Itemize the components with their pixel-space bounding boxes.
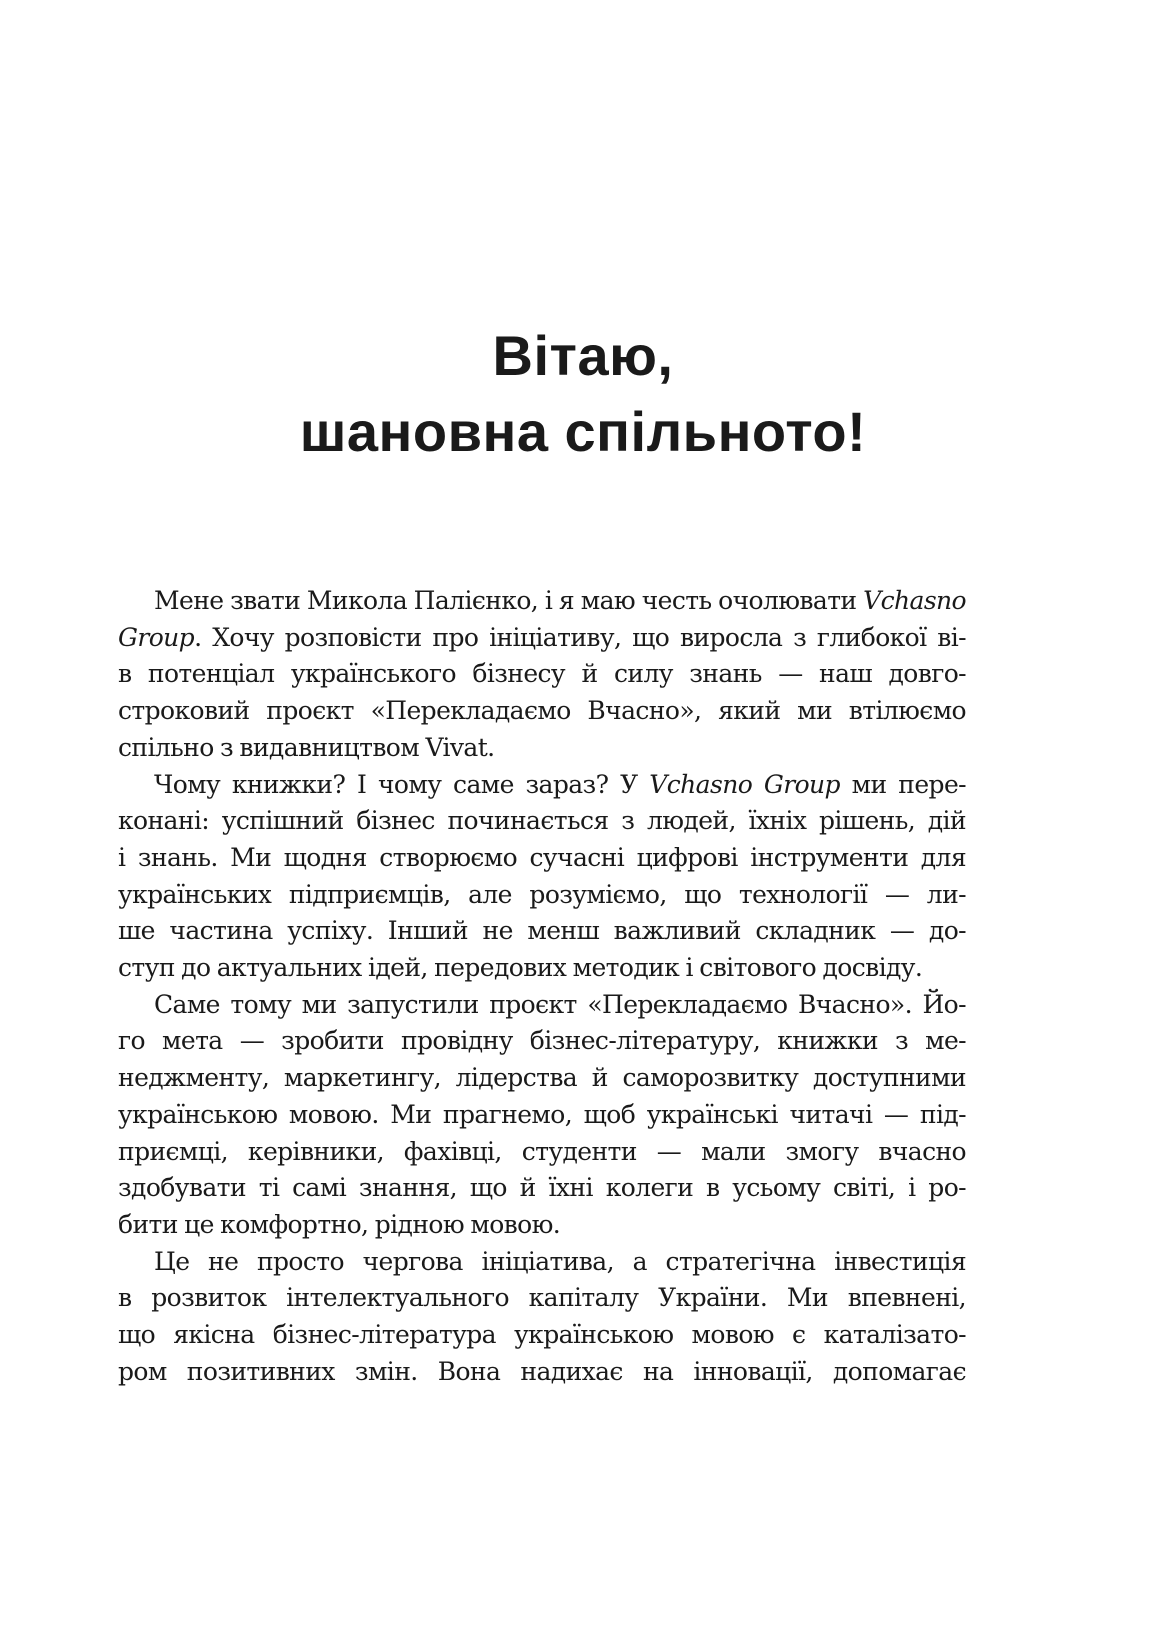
text-line: ше частина успіху. Інший не менш важливий складник — до- [118, 916, 966, 946]
text-line: здобувати ті самі знання, що й їхні колеги в усьому світі, і ро- [118, 1173, 966, 1203]
text-line: що якісна бізнес-література українською мовою є каталізато- [118, 1320, 966, 1350]
text-line: конані: успішний бізнес починається з людей, їхніх рішень, дій [118, 806, 966, 836]
text-line: Group. Хочу розповісти про ініціативу, що виросла з глибокої ві- [118, 622, 966, 652]
text-line: і знань. Ми щодня створюємо сучасні цифрові інструменти для [118, 842, 966, 872]
text-line: неджменту, маркетингу, лідерства й саморозвитку доступними [118, 1063, 966, 1093]
text-line: спільно з видавництвом Vivat. [118, 732, 495, 762]
text-line: Мене звати Микола Палієнко, і я маю честь очолювати Vchasno [154, 586, 966, 615]
paragraph [118, 767, 966, 987]
chapter-heading [0, 318, 1166, 470]
text-line: бити це комфортно, рідною мовою. [118, 1209, 561, 1239]
paragraph [118, 987, 966, 1244]
text-line: Чому книжки? І чому саме зараз? У Vchasno Group ми пере- [154, 769, 966, 799]
text-line: українською мовою. Ми прагнемо, щоб українські читачі — під- [118, 1099, 966, 1129]
heading-line-2: шановна спільното! [299, 400, 867, 463]
paragraph [118, 1244, 966, 1391]
text-line: Саме тому ми запустили проєкт «Перекладаємо Вчасно». Йо- [154, 989, 966, 1019]
text-line: приємці, керівники, фахівці, студенти — мали змогу вчасно [118, 1136, 966, 1166]
text-line: строковий проєкт «Перекладаємо Вчасно», який ми втілюємо [118, 696, 966, 726]
text-line: в розвиток інтелектуального капіталу України. Ми впевнені, [118, 1283, 966, 1313]
body-text [118, 583, 966, 1390]
text-line: ром позитивних змін. Вона надихає на інновації, допомагає [118, 1356, 966, 1386]
text-line: го мета — зробити провідну бізнес-літературу, книжки з ме- [118, 1026, 966, 1056]
text-line: в потенціал українського бізнесу й силу знань — наш довго- [118, 659, 966, 689]
heading-line-1: Вітаю, [492, 324, 674, 387]
text-line: ступ до актуальних ідей, передових методик і світового досвіду. [118, 953, 923, 983]
text-line: Це не просто чергова ініціатива, а стратегічна інвестиція [154, 1246, 966, 1276]
text-line: українських підприємців, але розуміємо, що технології — ли- [118, 879, 966, 909]
paragraph [118, 583, 966, 767]
